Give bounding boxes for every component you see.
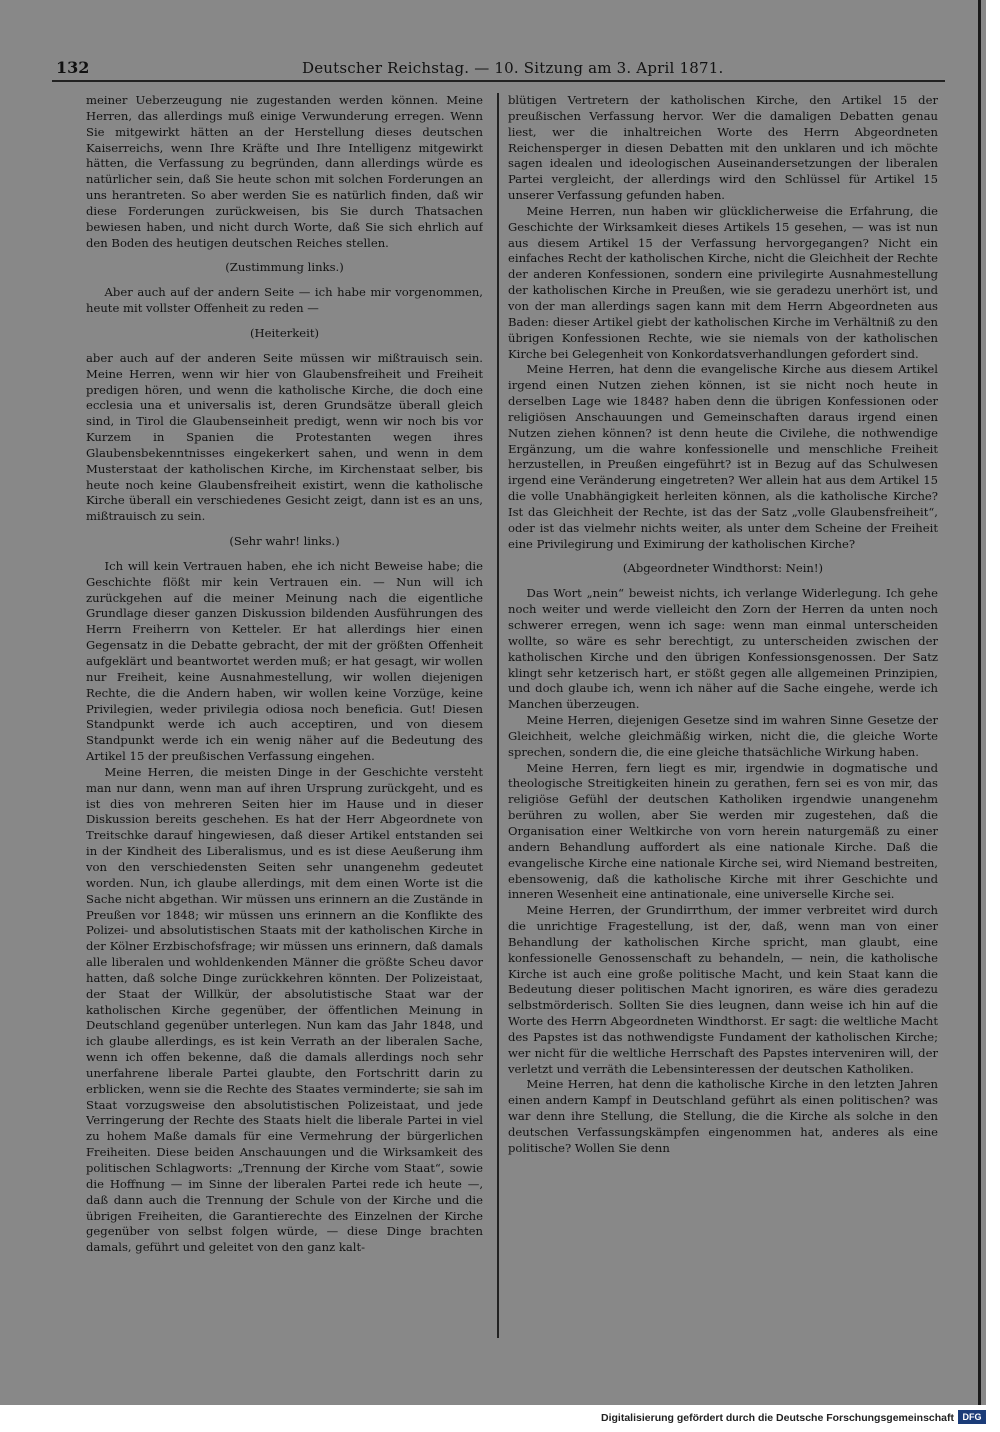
right-column — [508, 93, 938, 1343]
paragraph: Meine Herren, nun haben wir glücklicherweise die Erfahrung, die Geschichte der Wirksamkeit dieses Artikels 15 gesehen, — was ist nun aus diesem Artikel 15 der Verfassung hervorgegangen? Nicht ein einfaches Recht der katholischen Kirche, nicht die Gleichheit der Rechte der anderen Konfessionen, sondern eine privilegirte Ausnahmestellung der katholischen Kirche in Preußen, wie sie geradezu unerhört ist, und von der man allerdings sagen kann mit dem Herrn Abgeordneten aus Baden: dieser Artikel giebt der katholischen Kirche im Verhältniß zu den übrigen Konfessionen Rechte, wie sie niemals von der katholischen Kirche bei Gelegenheit von Konkordatsverhandlungen gefordert sind. — [508, 203, 938, 361]
scan-margin — [986, 0, 1000, 1432]
running-title: Deutscher Reichstag. — 10. Sitzung am 3. April 1871. — [302, 59, 724, 77]
interjection: (Heiterkeit) — [249, 325, 320, 340]
dfg-logo-icon: DFG — [958, 1410, 986, 1424]
paragraph: Meine Herren, die meisten Dinge in der Geschichte versteht man nur dann, wenn man auf ihren Ursprung zurückgeht, und es ist dies von mehreren Seiten hier im Hause und in dieser Diskussion bereits geschehen. Es hat der Herr Abgeordnete von Treitschke darauf hingewiesen, daß dieser Artikel entstanden sei in der Kindheit des Liberalismus, und es ist diese Aeußerung ihm von den verschiedensten Seiten sehr unangenehm gedeutet worden. Nun, ich glaube allerdings, mit dem einen Worte ist die Sache nicht abgethan. Wir müssen uns erinnern an die Zustände in Preußen vor 1848; wir müssen uns erinnern an die Konflikte des Polizei- und absolutistischen Staats mit der katholischen Kirche in der Kölner Erzbischofsfrage; wir müssen uns erinnern, daß damals alle liberalen und wohldenkenden Männer die größte Scheu davor hatten, daß solche Dinge zurückkehren könnten. Der Polizeistaat, der Staat der Willkür, der absolutistische Staat war der katholischen Kirche gegenüber, der öffentlichen Meinung in Deutschland gegenüber unterlegen. Nun kam das Jahr 1848, und ich glaube allerdings, es ist kein Verrath an der liberalen Sache, wenn ich offen bekenne, daß die damals allerdings noch sehr unerfahrene liberale Partei glaubte, den Fortschritt darin zu erblicken, wenn sie die Rechte des Staates verminderte; sie sah im Staat vorzugsweise den absolutistischen Polizeistaat, und jede Verringerung der Rechte des Staats hielt die liberale Partei in viel zu hohem Maße damals für eine Vermehrung der bürgerlichen Freiheiten. Diese beiden Anschauungen und die Wirksamkeit des politischen Schlagworts: „Trennung der Kirche vom Staat“, sowie die Hoffnung — im Sinne der liberalen Partei rede ich heute —, daß dann auch die Trennung der Schule von der Kirche und die übrigen Freiheiten, die Garantierechte des Einzelnen der Kirche gegenüber von selbst folgen würde, — diese Dinge brachten damals, geführt und geleitet von den ganz kalt- — [86, 764, 483, 1255]
interjection: (Sehr wahr! links.) — [229, 534, 340, 549]
left-column — [86, 93, 483, 1343]
page-header — [52, 56, 945, 82]
footer — [0, 1405, 1000, 1432]
paragraph: blütigen Vertretern der katholischen Kirche, den Artikel 15 der preußischen Verfassung hervor. Wer die damaligen Debatten genau liest, wer die inhaltreichen Worte des Herrn Abgeordneten Reichensperger in diesen Debatten mit den unklaren und ich möchte sagen idealen und ideologischen Auseinandersetzungen der liberalen Partei vergleicht, der allerdings wird den Schlüssel für Artikel 15 unserer Verfassung gefunden haben. — [508, 93, 938, 203]
footer-credit: Digitalisierung gefördert durch die Deutsche Forschungsgemeinschaft — [601, 1412, 954, 1424]
column-divider — [497, 93, 499, 1338]
paragraph: aber auch auf der anderen Seite müssen wir mißtrauisch sein. Meine Herren, wenn wir hier von Glaubensfreiheit und Freiheit predigen hören, und wenn die katholische Kirche, die doch eine ecclesia una et universalis ist, deren Grundsätze überall gleich sind, in Tirol die Glaubenseinheit predigt, wenn wir noch bis vor Kurzem in Spanien die Protestanten wegen ihres Glaubensbekenntnisses eingekerkert sahen, und wenn in dem Musterstaat der katholischen Kirche, im Kirchenstaat selber, bis heute noch keine Glaubensfreiheit existirt, wenn die katholische Kirche überall ein verschiedenes Gesicht zeigt, dann ist es an uns, mißtrauisch zu sein. — [86, 350, 483, 524]
paragraph: Meine Herren, hat denn die evangelische Kirche aus diesem Artikel irgend einen Nutzen ziehen können, ist sie nicht noch heute in derselben Lage wie 1848? haben denn die übrigen Konfessionen oder religiösen Anschauungen und Gemeinschaften daraus irgend einen Nutzen ziehen können? ist denn heute die Civilehe, die nothwendige Ergänzung, um die wahre konfessionelle und menschliche Freiheit herzustellen, in Preußen eingeführt? ist in Bezug auf das Schulwesen irgend eine Veränderung eingetreten? Wer allein hat aus dem Artikel 15 die volle Unabhängigkeit herleiten können, als die katholische Kirche? Ist das Gleichheit der Rechte, ist das der Satz „volle Glaubensfreiheit“, oder ist das vielmehr nichts weiter, als unter dem Scheine der Freiheit eine Privilegirung und Eximirung der katholischen Kirche? — [508, 362, 938, 551]
paragraph: Meine Herren, hat denn die katholische Kirche in den letzten Jahren einen andern Kampf in Deutschland geführt als einen politischen? was war denn ihre Stellung, die Stellung, die die Kirche als solche in den deutschen Verfassungskämpfen eingenommen hat, anderes als eine politische? Wollen Sie denn — [508, 1077, 938, 1155]
paragraph: Das Wort „nein“ beweist nichts, ich verlange Widerlegung. Ich gehe noch weiter und werde vielleicht den Zorn der Herren da unten noch schwerer erregen, wenn ich sage: wenn man einmal unterscheiden wollte, so wäre es sehr berechtigt, zu unterscheiden zwischen der katholischen Kirche und den übrigen Konfessionsgenossen. Der Satz klingt sehr ketzerisch hart, er stößt gegen alle allgemeinen Prinzipien, und doch glaube ich, wenn ich näher auf die Sache eingehe, werde ich Manchen überzeugen. — [508, 586, 938, 712]
scan-edge-line — [978, 0, 981, 1405]
paragraph: Meine Herren, diejenigen Gesetze sind im wahren Sinne Gesetze der Gleichheit, welche gleichmäßig wirken, nicht die, die gleiche Worte sprechen, sondern die, die eine gleiche thatsächliche Wirkung haben. — [508, 713, 938, 759]
interjection: (Zustimmung links.) — [225, 260, 344, 275]
page-number: 132 — [56, 58, 90, 77]
paragraph: Aber auch auf der andern Seite — ich habe mir vorgenommen, heute mit vollster Offenheit zu reden — — [86, 285, 483, 316]
paragraph: meiner Ueberzeugung nie zugestanden werden können. Meine Herren, das allerdings muß einige Verwunderung erregen. Wenn Sie mitgewirkt hätten an der Herstellung dieses deutschen Kaiserreichs, wenn Ihre Kräfte und Ihre Intelligenz mitgewirkt hätten, die Verfassung zu begründen, dann allerdings würde es natürlicher sein, daß Sie heute schon mit solchen Forderungen an uns herantreten. So aber werden Sie es natürlich finden, daß wir diese Forderungen zurückweisen, bis Sie durch Thatsachen bewiesen haben, und nicht durch Worte, daß Sie sich ehrlich auf den Boden des heutigen deutschen Reiches stellen. — [86, 93, 483, 250]
paragraph: Ich will kein Vertrauen haben, ehe ich nicht Beweise habe; die Geschichte flößt mir kein Vertrauen ein. — Nun will ich zurückgehen auf die meiner Meinung nach die eigentliche Grundlage dieser ganzen Diskussion bildenden Ausführungen des Herrn Freiherrn von Ketteler. Er hat allerdings hier einen Gegensatz in die Debatte gebracht, der mit der größten Offenheit aufgeklärt und beantwortet werden muß; er hat gesagt, wir wollen nur Freiheit, keine Ausnahmestellung, wir wollen diejenigen Rechte, die die Andern haben, wir wollen keine Vorzüge, keine Privilegien, weder privilegia odiosa noch beneficia. Gut! Diesen Standpunkt werde ich auch acceptiren, und von diesem Standpunkt werde ich ein wenig näher auf die Bedeutung des Artikel 15 der preußischen Verfassung eingehen. — [86, 558, 483, 764]
header-rule — [52, 80, 945, 82]
paragraph: Meine Herren, der Grundirrthum, der immer verbreitet wird durch die unrichtige Fragestellung, ist der, daß, wenn man von einer Behandlung der katholischen Kirche spricht, man glaubt, eine konfessionelle Genossenschaft zu behandeln, — nein, die katholische Kirche ist auch eine große politische Macht, und kein Staat kann die Bedeutung dieser politischen Macht ignoriren, es wäre dies geradezu selbstmörderisch. Sollten Sie dies leugnen, dann weise ich hin auf die Worte des Herrn Abgeordneten Windthorst. Er sagt: die weltliche Macht des Papstes ist das nothwendigste Fundament der katholischen Kirche; wer nicht für die weltliche Herrschaft des Papstes interveniren will, der verletzt und verräth die Lebensinteressen der deutschen Katholiken. — [508, 903, 938, 1076]
interjection: (Abgeordneter Windthorst: Nein!) — [622, 561, 824, 576]
paragraph: Meine Herren, fern liegt es mir, irgendwie in dogmatische und theologische Streitigkeiten hinein zu gerathen, fern sei es von mir, das religiöse Gefühl der deutschen Katholiken irgendwie unangenehm berühren zu wollen, aber Sie werden mir zugestehen, daß die Organisation einer Weltkirche von vorn herein naturgemäß zu einer andern Behandlung auffordert als eine nationale Kirche. Daß die evangelische Kirche eine nationale Kirche sei, wird Niemand bestreiten, ebensowenig, daß die katholische Kirche mit ihrer Geschichte und inneren Wesenheit eine antinationale, eine universelle Kirche sei. — [508, 760, 938, 902]
